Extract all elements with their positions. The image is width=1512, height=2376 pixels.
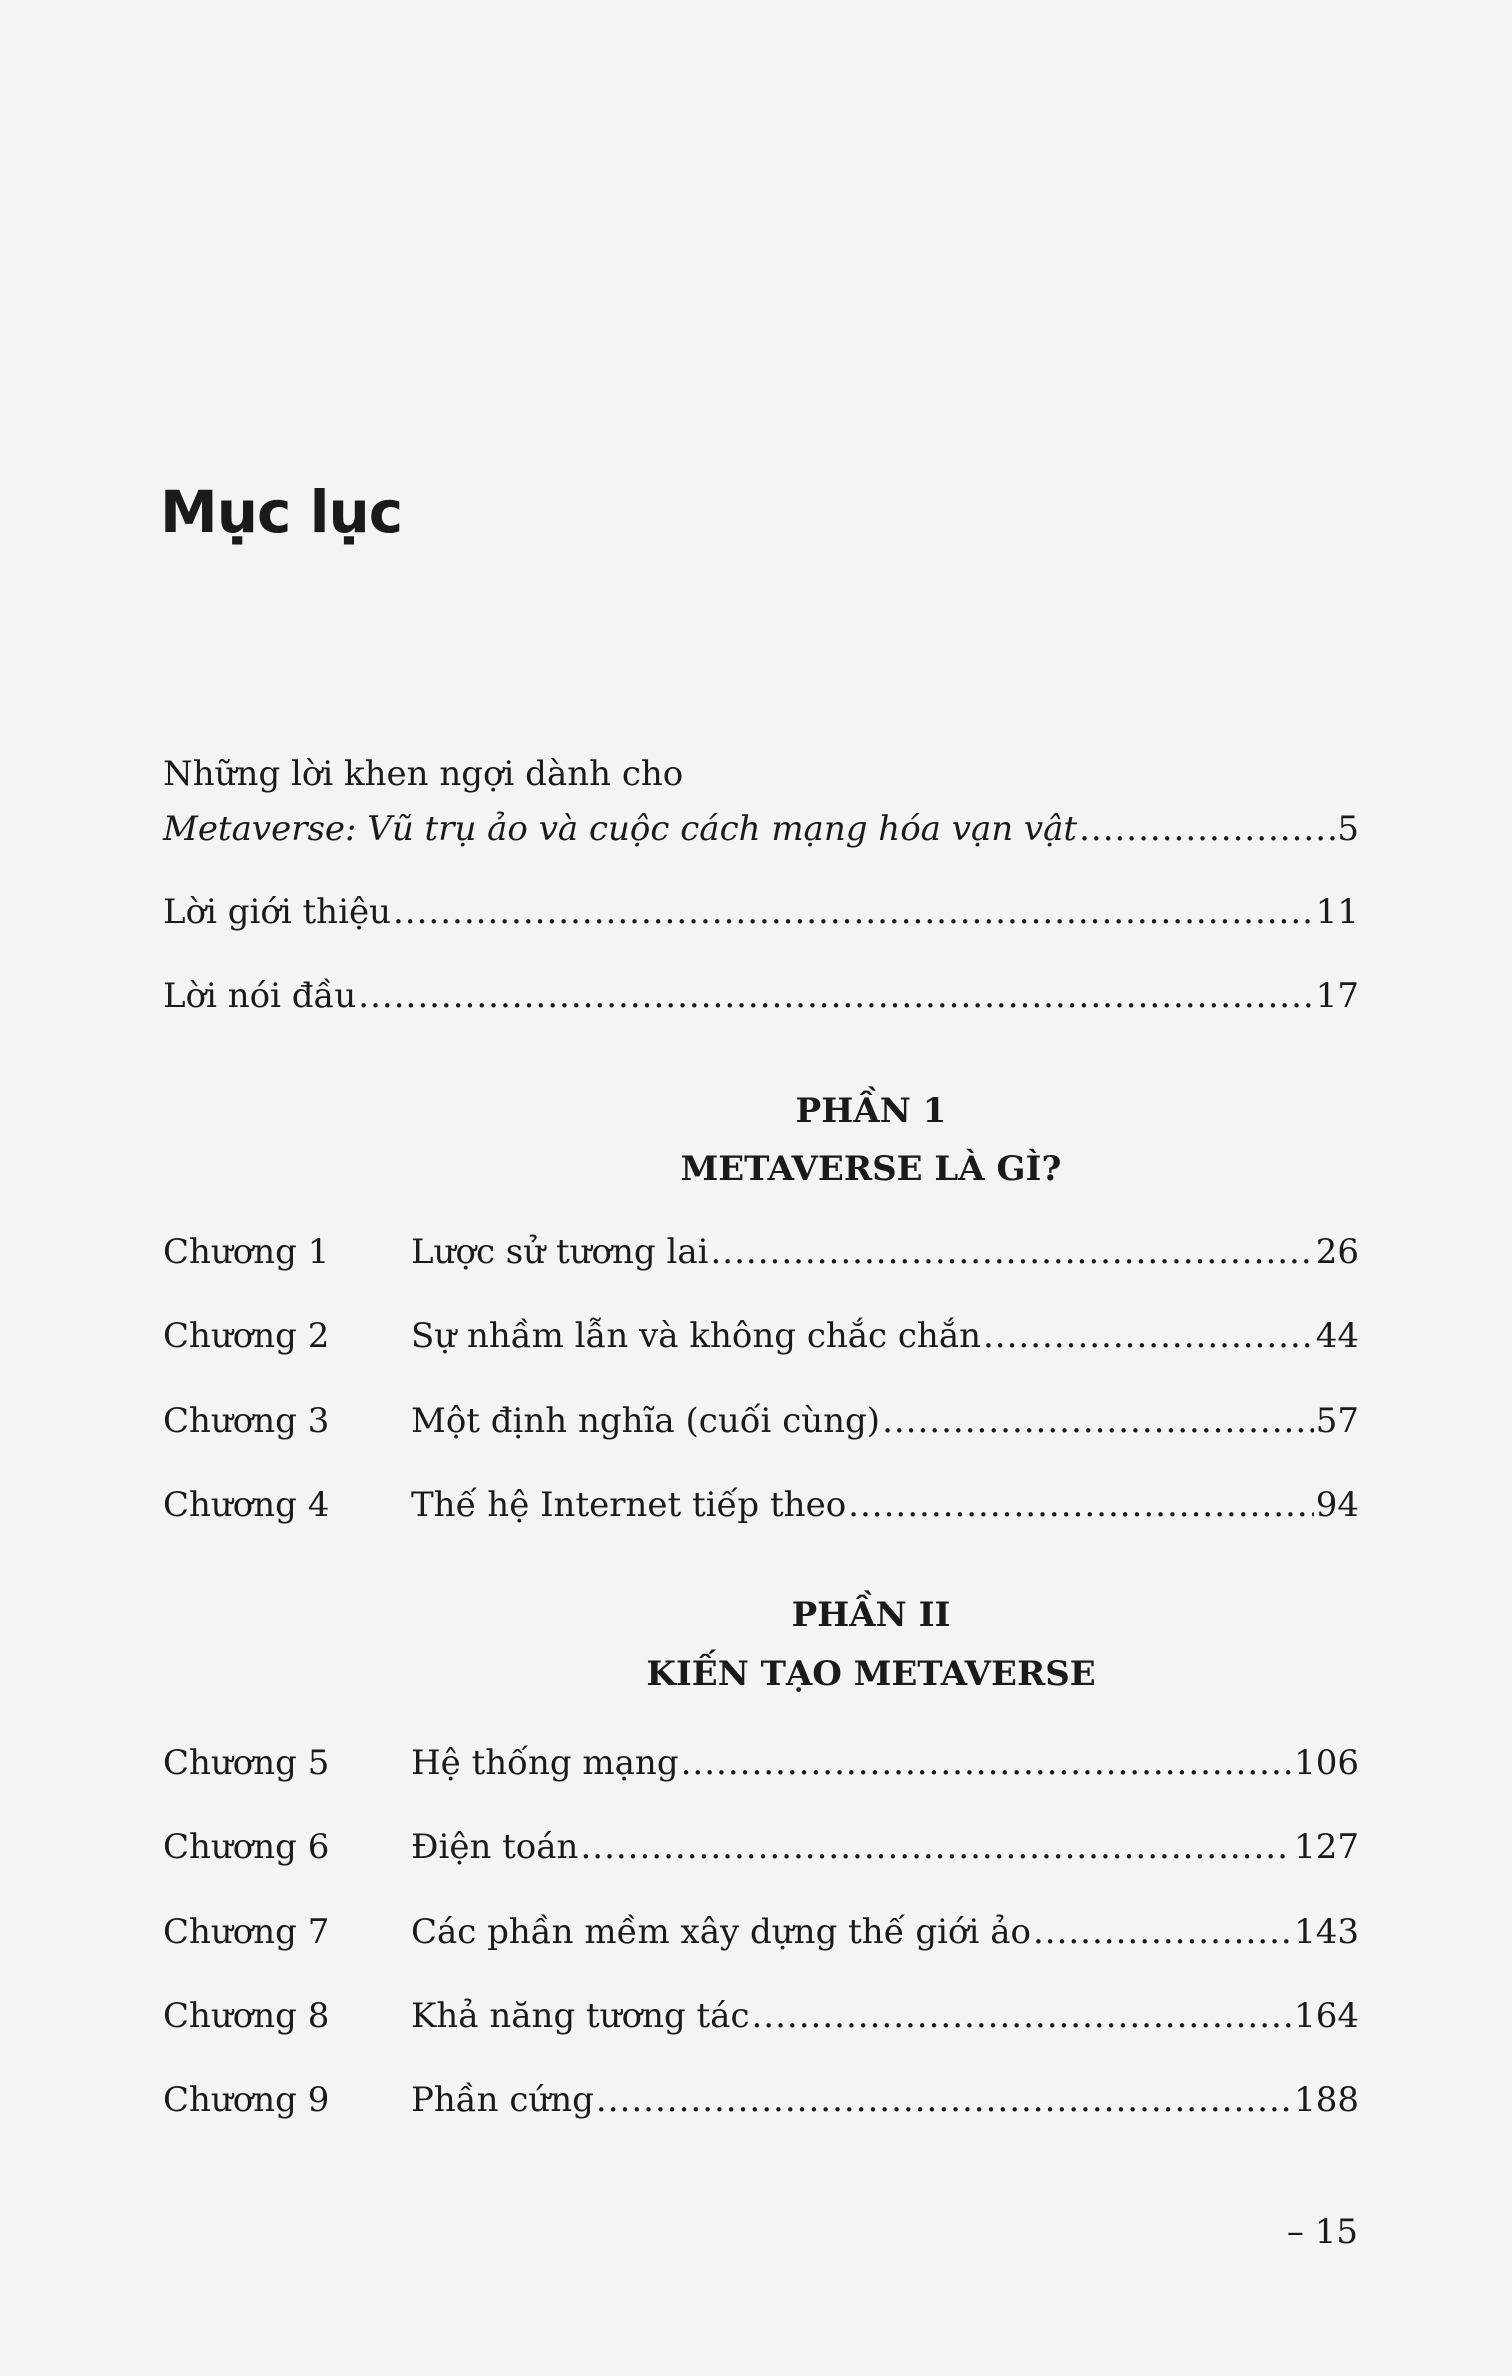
chapter-label: Chương 5 <box>163 1743 330 1783</box>
toc-page-number: 164 <box>1294 1996 1359 2036</box>
part-title: METAVERSE LÀ GÌ? <box>680 1149 1062 1189</box>
chapter-title: Sự nhầm lẫn và không chắc chắn <box>411 1316 981 1356</box>
page-title: Mục lục <box>160 478 403 546</box>
dot-leader <box>1079 807 1335 851</box>
toc-entry-title: Metaverse: Vũ trụ ảo và cuộc cách mạng hóa vạn vật <box>163 809 1078 849</box>
dot-leader <box>596 2078 1292 2122</box>
chapter-label: Chương 7 <box>163 1912 330 1952</box>
dot-leader <box>882 1399 1314 1443</box>
chapter-title: Khả năng tương tác <box>411 1996 750 2036</box>
dot-leader <box>983 1314 1314 1358</box>
chapter-label: Chương 6 <box>163 1827 330 1867</box>
toc-page-number: 44 <box>1315 1316 1359 1356</box>
toc-page-number: 106 <box>1294 1743 1359 1783</box>
toc-entry-praise[interactable] <box>163 807 1359 851</box>
toc-chapter-9[interactable] <box>163 2078 1359 2122</box>
page-number: – 15 <box>1286 2212 1358 2252</box>
chapter-label: Chương 1 <box>163 1232 330 1272</box>
dot-leader <box>710 1230 1313 1274</box>
toc-page-number: 11 <box>1315 892 1359 932</box>
chapter-label: Chương 4 <box>163 1485 330 1525</box>
chapter-label: Chương 2 <box>163 1316 330 1356</box>
chapter-title: Hệ thống mạng <box>411 1743 679 1783</box>
chapter-title: Một định nghĩa (cuối cùng) <box>411 1401 881 1441</box>
chapter-title: Thế hệ Internet tiếp theo <box>411 1485 847 1525</box>
dot-leader <box>393 890 1314 934</box>
toc-chapter-7[interactable] <box>163 1910 1359 1954</box>
chapter-title: Lược sử tương lai <box>411 1232 709 1272</box>
chapter-title: Các phần mềm xây dựng thế giới ảo <box>411 1912 1031 1952</box>
toc-page-number: 26 <box>1315 1232 1359 1272</box>
toc-entry-praise-line1: Những lời khen ngợi dành cho <box>163 754 684 794</box>
part-title: KIẾN TẠO METAVERSE <box>646 1654 1096 1694</box>
dot-leader <box>681 1741 1293 1785</box>
dot-leader <box>752 1994 1293 2038</box>
toc-chapter-8[interactable] <box>163 1994 1359 2038</box>
toc-chapter-5[interactable] <box>163 1741 1359 1785</box>
part-number: PHẦN II <box>791 1595 951 1635</box>
toc-page-number: 188 <box>1294 2080 1359 2120</box>
dot-leader <box>1033 1910 1292 1954</box>
toc-chapter-4[interactable] <box>163 1483 1359 1527</box>
chapter-label: Chương 9 <box>163 2080 330 2120</box>
toc-chapter-6[interactable] <box>163 1825 1359 1869</box>
dot-leader <box>358 974 1313 1018</box>
toc-page-number: 143 <box>1294 1912 1359 1952</box>
toc-page-number: 5 <box>1337 809 1359 849</box>
toc-entry-title: Lời nói đầu <box>163 976 357 1016</box>
dot-leader <box>580 1825 1292 1869</box>
dot-leader <box>848 1483 1314 1527</box>
toc-chapter-3[interactable] <box>163 1399 1359 1443</box>
part-number: PHẦN 1 <box>795 1091 947 1131</box>
toc-entry-preface[interactable] <box>163 974 1359 1018</box>
toc-page-number: 57 <box>1315 1401 1359 1441</box>
toc-chapter-1[interactable] <box>163 1230 1359 1274</box>
toc-page-number: 127 <box>1294 1827 1359 1867</box>
chapter-title: Điện toán <box>411 1827 579 1867</box>
chapter-title: Phần cứng <box>411 2080 594 2120</box>
toc-entry-introduction[interactable] <box>163 890 1359 934</box>
toc-chapter-2[interactable] <box>163 1314 1359 1358</box>
chapter-label: Chương 8 <box>163 1996 330 2036</box>
toc-page-number: 17 <box>1315 976 1359 1016</box>
chapter-label: Chương 3 <box>163 1401 330 1441</box>
toc-entry-title: Lời giới thiệu <box>163 892 391 932</box>
toc-page-number: 94 <box>1315 1485 1359 1525</box>
